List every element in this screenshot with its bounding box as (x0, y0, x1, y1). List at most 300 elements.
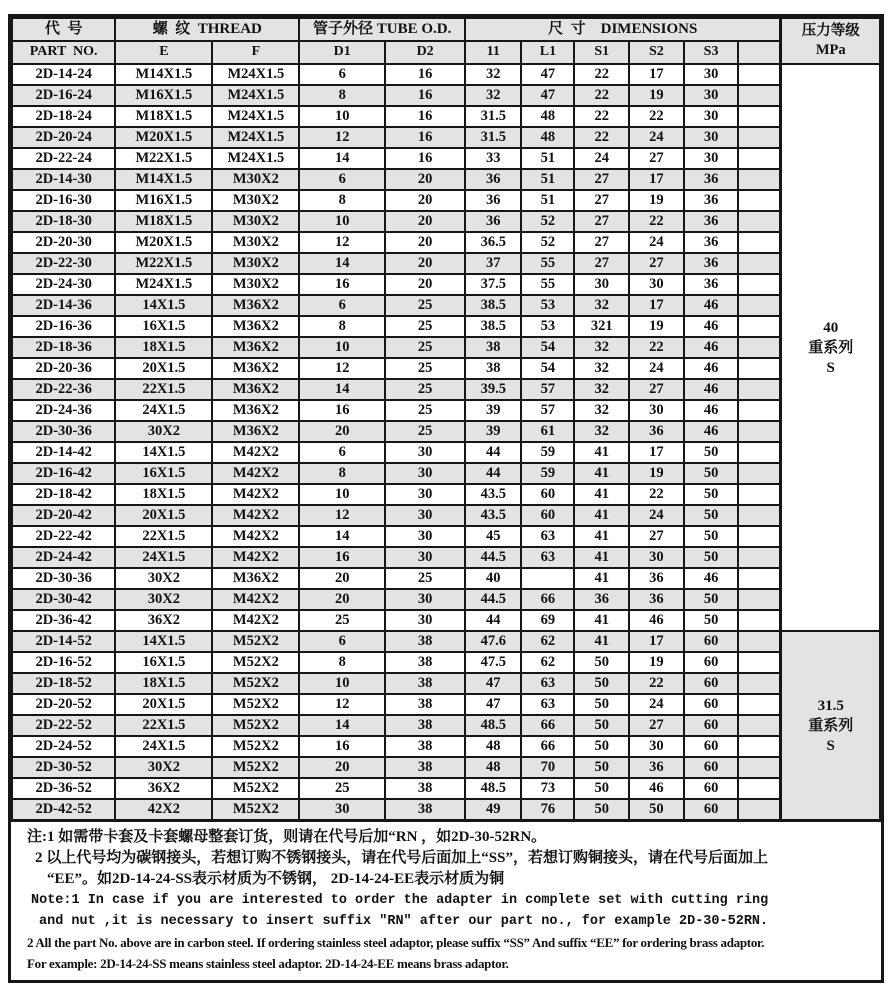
cell-dim-s3: 50 (684, 484, 739, 505)
header-col-l1: 11 (465, 41, 521, 64)
table-row (12, 106, 880, 127)
cell-dim-s2: 46 (629, 778, 684, 799)
gap-cell (738, 778, 781, 799)
cell-tube-d1: 6 (299, 631, 385, 652)
table-row (12, 589, 880, 610)
cell-tube-d1: 10 (299, 673, 385, 694)
cell-part-no: 2D-16-30 (12, 190, 115, 211)
cell-dim-l1: 48 (465, 757, 521, 778)
cell-tube-d1: 25 (299, 778, 385, 799)
cell-dim-L1: 52 (521, 232, 574, 253)
cell-thread-f: M30X2 (212, 211, 299, 232)
cell-part-no: 2D-30-36 (12, 421, 115, 442)
cell-dim-l1: 39.5 (465, 379, 521, 400)
cell-thread-e: 24X1.5 (115, 400, 212, 421)
gap-cell (738, 85, 781, 106)
pressure-rating-line: 重系列 (808, 717, 854, 734)
cell-dim-s3: 36 (684, 232, 739, 253)
table-body (12, 64, 880, 820)
cell-thread-e: 18X1.5 (115, 337, 212, 358)
cell-dim-L1: 70 (521, 757, 574, 778)
cell-thread-e: 20X1.5 (115, 694, 212, 715)
cell-part-no: 2D-16-42 (12, 463, 115, 484)
cell-tube-d2: 16 (385, 127, 465, 148)
pressure-rating-line: 31.5 (817, 697, 844, 714)
cell-dim-l1: 39 (465, 400, 521, 421)
note-en-3: 2 All the part No. above are in carbon steel. If ordering stainless steel adaptor, please suffix “SS” And suffix “EE” for ordering brass adaptor. (27, 935, 765, 950)
cell-dim-l1: 44.5 (465, 589, 521, 610)
cell-dim-s3: 30 (684, 127, 739, 148)
cell-dim-s2: 30 (629, 274, 684, 295)
cell-thread-f: M30X2 (212, 253, 299, 274)
cell-tube-d1: 14 (299, 148, 385, 169)
cell-part-no: 2D-22-52 (12, 715, 115, 736)
cell-thread-f: M24X1.5 (212, 148, 299, 169)
cell-tube-d1: 8 (299, 316, 385, 337)
cell-dim-s1: 32 (574, 379, 629, 400)
cell-dim-l1: 44 (465, 463, 521, 484)
cell-thread-e: M16X1.5 (115, 190, 212, 211)
cell-thread-f: M42X2 (212, 484, 299, 505)
cell-dim-s1: 50 (574, 736, 629, 757)
cell-tube-d2: 25 (385, 421, 465, 442)
cell-thread-e: M14X1.5 (115, 64, 212, 85)
cell-tube-d2: 30 (385, 547, 465, 568)
cell-part-no: 2D-14-36 (12, 295, 115, 316)
cell-part-no: 2D-22-24 (12, 148, 115, 169)
cell-tube-d2: 25 (385, 400, 465, 421)
cell-dim-L1: 47 (521, 64, 574, 85)
cell-dim-s1: 50 (574, 715, 629, 736)
cell-dim-L1: 63 (521, 547, 574, 568)
cell-dim-l1: 31.5 (465, 127, 521, 148)
cell-thread-f: M30X2 (212, 232, 299, 253)
table-row (12, 799, 880, 820)
cell-dim-s2: 24 (629, 505, 684, 526)
table-row (12, 610, 880, 631)
cell-part-no: 2D-16-24 (12, 85, 115, 106)
cell-dim-s1: 50 (574, 757, 629, 778)
cell-tube-d2: 38 (385, 736, 465, 757)
cell-dim-s3: 50 (684, 547, 739, 568)
cell-thread-e: 22X1.5 (115, 715, 212, 736)
cell-dim-L1: 51 (521, 169, 574, 190)
cell-dim-s3: 30 (684, 85, 739, 106)
cell-dim-s2: 19 (629, 190, 684, 211)
cell-tube-d1: 8 (299, 652, 385, 673)
cell-tube-d2: 38 (385, 715, 465, 736)
cell-tube-d2: 20 (385, 169, 465, 190)
pressure-rating-group-cell (781, 631, 880, 820)
cell-dim-L1: 53 (521, 295, 574, 316)
cell-dim-s2: 17 (629, 631, 684, 652)
cell-tube-d1: 16 (299, 547, 385, 568)
cell-part-no: 2D-16-36 (12, 316, 115, 337)
cell-thread-e: 16X1.5 (115, 316, 212, 337)
table-row (12, 316, 880, 337)
cell-dim-l1: 40 (465, 568, 521, 589)
cell-part-no: 2D-36-52 (12, 778, 115, 799)
cell-dim-s3: 46 (684, 379, 739, 400)
cell-thread-f: M42X2 (212, 442, 299, 463)
pressure-rating-group-cell (781, 64, 880, 631)
table-row (12, 295, 880, 316)
cell-tube-d2: 38 (385, 778, 465, 799)
cell-thread-f: M36X2 (212, 379, 299, 400)
cell-dim-s3: 50 (684, 463, 739, 484)
cell-dim-s2: 30 (629, 547, 684, 568)
cell-dim-s2: 36 (629, 421, 684, 442)
cell-dim-s2: 46 (629, 610, 684, 631)
pressure-rating-unit: MPa (815, 42, 846, 58)
cell-dim-L1: 54 (521, 337, 574, 358)
cell-thread-e: M16X1.5 (115, 85, 212, 106)
cell-tube-d1: 16 (299, 736, 385, 757)
table-row (12, 169, 880, 190)
cell-part-no: 2D-14-30 (12, 169, 115, 190)
cell-thread-f: M42X2 (212, 505, 299, 526)
cell-thread-f: M42X2 (212, 526, 299, 547)
cell-dim-s1: 27 (574, 211, 629, 232)
pressure-rating-line: S (826, 737, 835, 754)
cell-thread-f: M52X2 (212, 715, 299, 736)
cell-dim-L1: 55 (521, 274, 574, 295)
cell-dim-l1: 48 (465, 736, 521, 757)
cell-part-no: 2D-20-52 (12, 694, 115, 715)
cell-tube-d1: 20 (299, 421, 385, 442)
gap-cell (738, 316, 781, 337)
cell-thread-e: 16X1.5 (115, 652, 212, 673)
cell-thread-f: M36X2 (212, 400, 299, 421)
cell-part-no: 2D-18-42 (12, 484, 115, 505)
table-row (12, 421, 880, 442)
cell-dim-s2: 27 (629, 715, 684, 736)
cell-dim-l1: 32 (465, 64, 521, 85)
cell-thread-f: M24X1.5 (212, 106, 299, 127)
table-header (12, 18, 880, 64)
cell-tube-d1: 6 (299, 169, 385, 190)
cell-dim-L1: 61 (521, 421, 574, 442)
cell-tube-d2: 38 (385, 799, 465, 820)
gap-cell (738, 400, 781, 421)
cell-dim-L1: 53 (521, 316, 574, 337)
cell-dim-s3: 60 (684, 673, 739, 694)
cell-tube-d1: 6 (299, 442, 385, 463)
cell-dim-s1: 32 (574, 421, 629, 442)
cell-dim-s3: 30 (684, 64, 739, 85)
gap-cell (738, 64, 781, 85)
cell-tube-d1: 10 (299, 211, 385, 232)
cell-tube-d1: 16 (299, 400, 385, 421)
cell-dim-l1: 47 (465, 694, 521, 715)
cell-tube-d2: 30 (385, 442, 465, 463)
cell-thread-e: M20X1.5 (115, 232, 212, 253)
cell-dim-L1: 57 (521, 379, 574, 400)
cell-tube-d2: 25 (385, 568, 465, 589)
table-row (12, 232, 880, 253)
cell-thread-e: M14X1.5 (115, 169, 212, 190)
cell-dim-s1: 41 (574, 463, 629, 484)
cell-dim-s2: 22 (629, 106, 684, 127)
cell-dim-L1: 66 (521, 589, 574, 610)
cell-dim-s1: 41 (574, 547, 629, 568)
cell-dim-s1: 41 (574, 568, 629, 589)
table-row (12, 736, 880, 757)
cell-tube-d2: 20 (385, 232, 465, 253)
gap-cell (738, 631, 781, 652)
cell-dim-s3: 36 (684, 274, 739, 295)
table-row (12, 148, 880, 169)
cell-dim-s1: 32 (574, 337, 629, 358)
table-row (12, 442, 880, 463)
table-row (12, 484, 880, 505)
cell-dim-l1: 43.5 (465, 484, 521, 505)
cell-part-no: 2D-30-42 (12, 589, 115, 610)
cell-dim-s1: 32 (574, 358, 629, 379)
cell-dim-s1: 50 (574, 694, 629, 715)
cell-dim-L1: 54 (521, 358, 574, 379)
cell-tube-d1: 30 (299, 799, 385, 820)
cell-thread-e: 18X1.5 (115, 673, 212, 694)
cell-dim-L1: 62 (521, 652, 574, 673)
cell-dim-s3: 30 (684, 148, 739, 169)
cell-dim-l1: 38 (465, 337, 521, 358)
header-row-sub (12, 41, 880, 64)
cell-dim-l1: 38.5 (465, 295, 521, 316)
header-col-f: F (212, 41, 299, 64)
cell-tube-d2: 38 (385, 631, 465, 652)
cell-tube-d1: 12 (299, 505, 385, 526)
cell-dim-s2: 30 (629, 736, 684, 757)
cell-part-no: 2D-24-36 (12, 400, 115, 421)
cell-dim-s1: 36 (574, 589, 629, 610)
cell-thread-f: M52X2 (212, 694, 299, 715)
cell-dim-s1: 41 (574, 505, 629, 526)
cell-part-no: 2D-24-42 (12, 547, 115, 568)
cell-dim-s3: 60 (684, 694, 739, 715)
cell-tube-d1: 12 (299, 358, 385, 379)
cell-dim-s1: 27 (574, 253, 629, 274)
cell-dim-L1: 63 (521, 673, 574, 694)
cell-tube-d1: 20 (299, 589, 385, 610)
cell-part-no: 2D-18-30 (12, 211, 115, 232)
cell-dim-s3: 60 (684, 799, 739, 820)
cell-dim-l1: 49 (465, 799, 521, 820)
note-zh-3: “EE”。如2D-14-24-SS表示材质为不锈钢， 2D-14-24-EE表示材质为铜 (47, 871, 505, 887)
header-col-s3: S3 (684, 41, 739, 64)
cell-dim-l1: 31.5 (465, 106, 521, 127)
cell-thread-e: M20X1.5 (115, 127, 212, 148)
cell-tube-d1: 12 (299, 127, 385, 148)
cell-dim-s2: 27 (629, 148, 684, 169)
cell-thread-f: M52X2 (212, 631, 299, 652)
cell-thread-e: 24X1.5 (115, 736, 212, 757)
cell-dim-L1: 73 (521, 778, 574, 799)
cell-tube-d2: 25 (385, 295, 465, 316)
cell-tube-d2: 20 (385, 190, 465, 211)
cell-thread-e: M22X1.5 (115, 253, 212, 274)
header-col-d1: D1 (299, 41, 385, 64)
cell-part-no: 2D-36-42 (12, 610, 115, 631)
cell-dim-l1: 44.5 (465, 547, 521, 568)
table-row (12, 526, 880, 547)
gap-cell (738, 253, 781, 274)
gap-cell (738, 757, 781, 778)
cell-dim-l1: 39 (465, 421, 521, 442)
gap-cell (738, 106, 781, 127)
cell-dim-s3: 46 (684, 337, 739, 358)
cell-dim-l1: 37.5 (465, 274, 521, 295)
cell-dim-l1: 47.5 (465, 652, 521, 673)
cell-dim-s2: 19 (629, 316, 684, 337)
cell-thread-e: M24X1.5 (115, 274, 212, 295)
table-row (12, 568, 880, 589)
cell-dim-s3: 36 (684, 190, 739, 211)
cell-dim-L1: 66 (521, 715, 574, 736)
cell-dim-s2: 24 (629, 694, 684, 715)
cell-dim-L1: 66 (521, 736, 574, 757)
gap-cell (738, 232, 781, 253)
cell-thread-f: M52X2 (212, 652, 299, 673)
table-row (12, 400, 880, 421)
cell-dim-s1: 41 (574, 484, 629, 505)
cell-dim-s3: 50 (684, 526, 739, 547)
cell-thread-e: 18X1.5 (115, 484, 212, 505)
cell-part-no: 2D-24-52 (12, 736, 115, 757)
cell-thread-f: M42X2 (212, 589, 299, 610)
table-row (12, 337, 880, 358)
cell-tube-d2: 30 (385, 526, 465, 547)
cell-dim-l1: 47 (465, 673, 521, 694)
cell-dim-L1: 55 (521, 253, 574, 274)
cell-tube-d1: 8 (299, 85, 385, 106)
cell-thread-e: 22X1.5 (115, 526, 212, 547)
cell-dim-s2: 17 (629, 442, 684, 463)
cell-dim-s3: 46 (684, 400, 739, 421)
cell-dim-s1: 32 (574, 400, 629, 421)
cell-thread-f: M52X2 (212, 673, 299, 694)
gap-cell (738, 295, 781, 316)
note-zh-2: 2 以上代号均为碳钢接头，若想订购不锈钢接头，请在代号后面加上“SS”，若想订购铜接头，请在代号后面加上 (35, 850, 768, 866)
cell-dim-s3: 60 (684, 652, 739, 673)
header-col-s1: S1 (574, 41, 629, 64)
gap-cell (738, 463, 781, 484)
table-row (12, 463, 880, 484)
header-col-s2: S2 (629, 41, 684, 64)
cell-tube-d2: 25 (385, 358, 465, 379)
gap-cell (738, 505, 781, 526)
gap-cell (738, 589, 781, 610)
gap-cell (738, 169, 781, 190)
cell-tube-d1: 12 (299, 232, 385, 253)
cell-dim-L1 (521, 568, 574, 589)
cell-part-no: 2D-30-36 (12, 568, 115, 589)
cell-part-no: 2D-18-24 (12, 106, 115, 127)
gap-cell (738, 148, 781, 169)
gap-cell (738, 421, 781, 442)
cell-dim-s1: 50 (574, 673, 629, 694)
cell-part-no: 2D-22-36 (12, 379, 115, 400)
cell-dim-s1: 22 (574, 64, 629, 85)
gap-cell (738, 673, 781, 694)
cell-dim-L1: 48 (521, 127, 574, 148)
gap-cell (738, 799, 781, 820)
gap-cell (738, 127, 781, 148)
table-row (12, 652, 880, 673)
gap-cell (738, 715, 781, 736)
gap-cell (738, 736, 781, 757)
cell-part-no: 2D-16-52 (12, 652, 115, 673)
gap-cell (738, 379, 781, 400)
header-dimensions: 尺 寸 DIMENSIONS (465, 18, 781, 41)
cell-thread-f: M52X2 (212, 799, 299, 820)
cell-part-no: 2D-42-52 (12, 799, 115, 820)
cell-thread-e: 14X1.5 (115, 295, 212, 316)
cell-tube-d2: 30 (385, 505, 465, 526)
cell-dim-s3: 60 (684, 715, 739, 736)
gap-cell (738, 442, 781, 463)
cell-tube-d2: 38 (385, 652, 465, 673)
cell-dim-s3: 60 (684, 757, 739, 778)
cell-tube-d1: 8 (299, 463, 385, 484)
cell-thread-e: 36X2 (115, 778, 212, 799)
cell-thread-e: M18X1.5 (115, 211, 212, 232)
gap-cell (738, 652, 781, 673)
cell-dim-s2: 22 (629, 337, 684, 358)
cell-thread-f: M52X2 (212, 778, 299, 799)
cell-tube-d1: 10 (299, 484, 385, 505)
header-part-no-en: PART NO. (12, 41, 115, 64)
header-col-gap (738, 41, 781, 64)
cell-tube-d2: 16 (385, 106, 465, 127)
cell-tube-d1: 16 (299, 274, 385, 295)
cell-dim-s3: 60 (684, 631, 739, 652)
gap-cell (738, 547, 781, 568)
cell-part-no: 2D-18-36 (12, 337, 115, 358)
cell-thread-e: 24X1.5 (115, 547, 212, 568)
cell-dim-s2: 27 (629, 253, 684, 274)
cell-dim-s1: 50 (574, 778, 629, 799)
gap-cell (738, 484, 781, 505)
gap-cell (738, 190, 781, 211)
cell-dim-s3: 60 (684, 736, 739, 757)
header-col-L1: L1 (521, 41, 574, 64)
cell-thread-f: M42X2 (212, 547, 299, 568)
cell-thread-f: M52X2 (212, 757, 299, 778)
cell-tube-d2: 20 (385, 211, 465, 232)
cell-dim-L1: 48 (521, 106, 574, 127)
note-zh-1: 注:1 如需带卡套及卡套螺母整套订货，则请在代号后加“RN ，如2D-30-52RN。 (27, 829, 547, 845)
header-row-groups (12, 18, 880, 41)
table-row (12, 757, 880, 778)
cell-thread-f: M36X2 (212, 358, 299, 379)
table-row (12, 379, 880, 400)
cell-dim-l1: 43.5 (465, 505, 521, 526)
cell-dim-s2: 22 (629, 484, 684, 505)
cell-thread-e: 22X1.5 (115, 379, 212, 400)
cell-dim-s1: 32 (574, 295, 629, 316)
cell-dim-L1: 62 (521, 631, 574, 652)
cell-tube-d1: 14 (299, 715, 385, 736)
cell-dim-s3: 46 (684, 568, 739, 589)
cell-dim-L1: 51 (521, 148, 574, 169)
cell-dim-s3: 50 (684, 505, 739, 526)
cell-dim-s3: 36 (684, 253, 739, 274)
cell-tube-d2: 25 (385, 379, 465, 400)
table-row (12, 715, 880, 736)
cell-tube-d2: 30 (385, 589, 465, 610)
table-row (12, 253, 880, 274)
